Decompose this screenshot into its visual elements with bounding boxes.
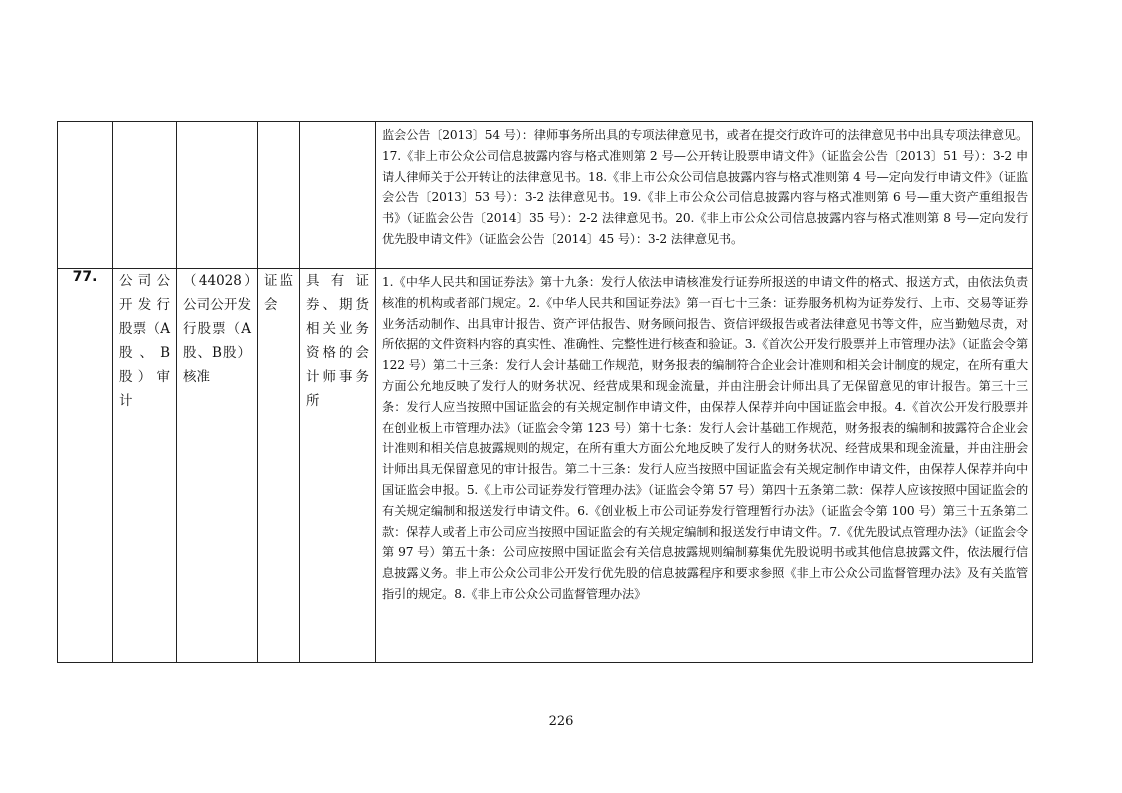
row-number: 77. (72, 269, 98, 285)
cell-basis (376, 269, 1033, 663)
table-row-77 (58, 269, 1033, 663)
cell-approval-empty (177, 122, 258, 269)
cell-number-empty (58, 122, 113, 269)
continuation-text: 监会公告〔2013〕54 号）：律师事务所出具的专项法律意见书，或者在提交行政许可的法律意见书中出具专项法律意见。17.《非上市公众公司信息披露内容与格式准则第 2 号—公开转让股票申请文件》（证监会公告〔2013〕51 号）：3-2 申请人律师关于公开转让的法律意见书。18.《非上市公众公司信息披露内容与格式准则第 4 号—定向发行申请文件》（证监会公告〔2013〕53 号）：3-2 法律意见书。19.《非上市公众公司信息披露内容与格式准则第 6 号—重大资产重组报告书》（证监会公告〔2014〕35 号）：2-2 法律意见书。20.《非上市公众公司信息披露内容与格式准则第 8 号—定向发行优先股申请文件》（证监会公告〔2014〕45 号）：3-2 法律意见书。 (382, 128, 1028, 246)
cell-approval-item (177, 269, 258, 663)
cell-basis-continued (376, 122, 1033, 269)
cell-number (58, 269, 113, 663)
qualification: 具有证券、期货相关业务资格的会计师事务所 (306, 273, 369, 409)
cell-authority (258, 269, 300, 663)
authority: 证监会 (264, 273, 293, 313)
legal-basis-text: 1.《中华人民共和国证券法》第十九条：发行人依法申请核准发行证券所报送的申请文件的格式、报送方式，由依法负责核准的机构或者部门规定。2.《中华人民共和国证券法》第一百七十三条：证券服务机构为证券发行、上市、交易等证券业务活动制作、出具审计报告、资产评估报告、财务顾问报告、资信评级报告或者法律意见书等文件，应当勤勉尽责，对所依据的文件资料内容的真实性、准确性、完整性进行核查和验证。3.《首次公开发行股票并上市管理办法》（证监会令第 122 号）第二十三条：发行人会计基础工作规范，财务报表的编制符合企业会计准则和相关会计制度的规定，在所有重大方面公允地反映了发行人的财务状况、经营成果和现金流量，并由注册会计师出具了无保留意见的审计报告。第三十三条：发行人应当按照中国证监会的有关规定制作申请文件，由保荐人保荐并向中国证监会申报。4.《首次公开发行股票并在创业板上市管理办法》（证监会令第 123 号）第十七条：发行人会计基础工作规范，财务报表的编制和披露符合企业会计准则和相关信息披露规则的规定，在所有重大方面公允地反映了发行人的财务状况、经营成果和现金流量，并由注册会计师出具无保留意见的审计报告。第二十三条：发行人应当按照中国证监会有关规定制作申请文件，由保荐人保荐并向中国证监会申报。5.《上市公司证券发行管理办法》（证监会令第 57 号）第四十五条第二款：保荐人应该按照中国证监会的有关规定编制和报送发行申请文件。6.《创业板上市公司证券发行管理暂行办法》（证监会令第 100 号）第三十五条第二款：保荐人或者上市公司应当按照中国证监会的有关规定编制和报送发行申请文件。7.《优先股试点管理办法》（证监会令第 97 号）第五十条：公司应按照中国证监会有关信息披露规则编制募集优先股说明书或其他信息披露文件，依法履行信息披露义务。非上市公众公司非公开发行优先股的信息披露程序和要求参照《非上市公众公司监督管理办法》及有关监管指引的规定。8.《非上市公众公司监督管理办法》 (382, 275, 1028, 601)
regulation-table (57, 121, 1033, 663)
cell-item-name (113, 269, 177, 663)
item-name: 公司公开发行股票（A股、B股）审计 (119, 273, 170, 409)
cell-qualification (300, 269, 376, 663)
cell-qualification-empty (300, 122, 376, 269)
cell-item-empty (113, 122, 177, 269)
approval-item: （44028）公司公开发行股票（A股、B股）核准 (183, 273, 251, 385)
table-row-continued (58, 122, 1033, 269)
cell-authority-empty (258, 122, 300, 269)
page-number: 226 (548, 714, 574, 729)
